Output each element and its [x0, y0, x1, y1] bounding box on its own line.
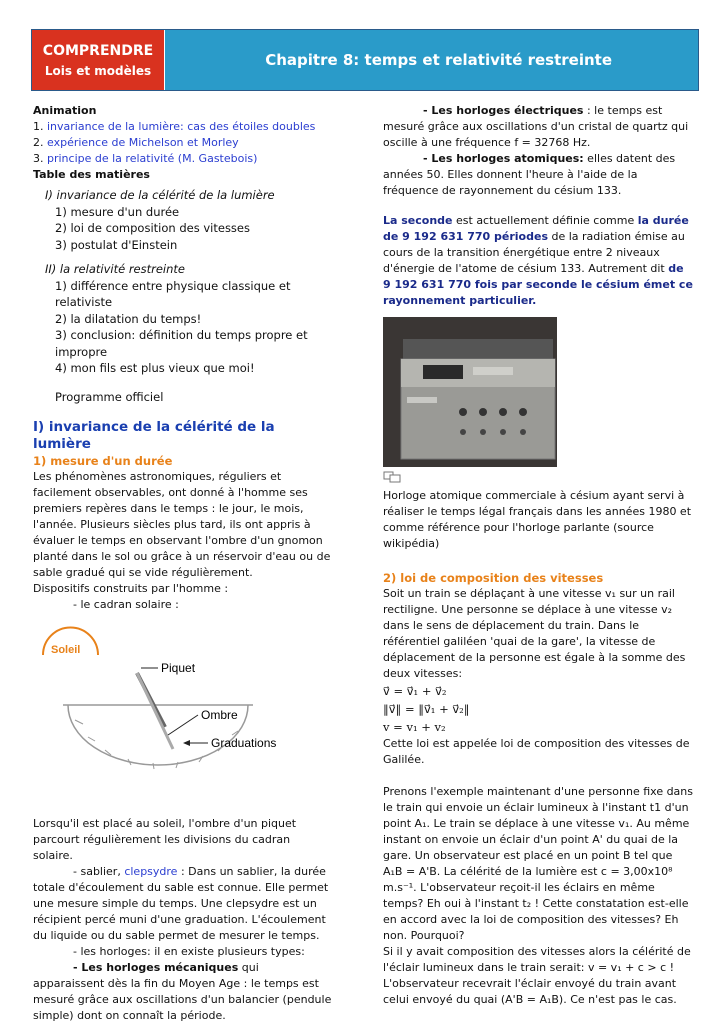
paragraph-electrique — [383, 103, 693, 151]
paragraph-eclair: Prenons l'exemple maintenant d'une personne fixe dans le train qui envoie un éclair lumineux à l'instant t1 d'un point A₁. Le train se déplace à une vitesse v₁. Au même instant on envoie un éclair d'un point A' du quai de la gare. Un observateur est placé en un point B tel que A₁B = A'B. La célérité de la lumière est c = 3,00x10⁸ m.s⁻¹. L'observateur reçoit-il les éclairs en même temps? Eh oui à l'instant t₂ ! Cette constatation est-elle en accord avec la loi de composition des vitesses? Eh non. Pourquoi? — [383, 785, 694, 942]
subsection1-title: 1) mesure d'un durée — [33, 454, 173, 468]
atomique-bold: - Les horloges atomiques: — [423, 152, 584, 165]
paragraph-galilee: Cette loi est appelée loi de composition des vitesses de Galilée. — [383, 737, 690, 766]
mecanique-bold: - Les horloges mécaniques — [73, 961, 239, 974]
mecanique-text: qui apparaissent dès la fin du Moyen Age : le temps est mesuré grâce aux oscillations d'un balancier (pendule simple) dont on connaît la période. — [33, 961, 332, 1022]
graduations-label: Graduations — [211, 736, 277, 750]
right-column — [383, 103, 693, 1008]
anim2-number: 2. — [33, 136, 47, 149]
sundial-diagram — [33, 625, 333, 810]
subsection2-title: 2) loi de composition des vitesses — [383, 571, 604, 585]
toc-item[interactable]: 1) différence entre physique classique et relativiste — [55, 278, 291, 309]
paragraph-composition: Si il y avait composition des vitesses alors la célérité de l'éclair lumineux dans le train serait: v = v₁ + c > c ! — [383, 945, 691, 974]
paragraph-cadran-1: Lorsqu'il est placé au soleil, l'ombre d'un piquet — [33, 817, 297, 830]
seconde-text-2: de la radiation émise au cours de la transition énergétique entre 2 niveaux d'énergie de l'atome de césium 133. Autrement dit — [383, 230, 685, 275]
paragraph-intro: Les phénomènes astronomiques, réguliers et facilement observables, ont donné à l'homme ses premiers repères dans le temps : le jour, le mois, l'année. Plusieurs siècles plus tard, ils ont appris à évaluer le temps en observant l'ombre d'un gnomon planté dans le sol ou grâce à un réservoir d'eau ou de sable gradué qui se vide régulièrement. — [33, 470, 331, 579]
section1-title: I) invariance de la célérité de la lumière — [33, 419, 275, 452]
formula-vector-sum: v⃗ = v⃗₁ + v⃗₂ — [383, 684, 447, 698]
toc-part2[interactable]: II) la relativité restreinte — [45, 262, 185, 276]
animation-label: Animation — [33, 104, 97, 117]
paragraph-seconde — [383, 213, 693, 309]
enlarge-icon-svg — [383, 471, 401, 483]
anim3-number: 3. — [33, 152, 47, 165]
left-column — [33, 103, 333, 1024]
toc-item[interactable]: 4) mon fils est plus vieux que moi! — [55, 361, 255, 375]
toc-label: Table des matières — [33, 168, 150, 181]
paragraph-train: Soit un train se déplaçant à une vitesse v₁ sur un rail rectiligne. Une personne se déplace à une vitesse v₂ dans le sens de déplacement du train. Dans le référentiel galiléen 'quai de la gare', la vitesse de déplacement de la personne est égale à la somme des deux vitesses: — [383, 587, 686, 680]
paragraph-mecanique — [33, 960, 333, 1024]
header-title-panel — [165, 30, 698, 90]
sablier-prefix: - sablier, — [73, 865, 125, 878]
cadran-label: - le cadran solaire : — [73, 598, 179, 611]
formula-norm: ‖v⃗‖ = ‖v⃗₁ + v⃗₂‖ — [383, 702, 470, 716]
electrique-text: : le temps est mesuré grâce aux oscillations d'un cristal de quartz qui oscille à une fréquence f = 32768 Hz. — [383, 104, 689, 149]
toc-item[interactable]: 1) mesure d'un durée — [55, 204, 180, 219]
chapter-title: Chapitre 8: temps et relativité restreinte — [265, 51, 612, 69]
electrique-bold: - Les horloges électriques — [423, 104, 584, 117]
soleil-label: Soleil — [51, 644, 81, 656]
paragraph-conclusion: L'observateur recevrait l'éclair envoyé du train avant celui envoyé du quai (A'B = A₁B). Ce n'est pas le cas. — [383, 977, 677, 1006]
paragraph-cadran-2: parcourt régulièrement les divisions du cadran solaire. — [33, 833, 291, 862]
seconde-bold-3: de 9 192 631 770 fois par seconde le césium émet ce rayonnement particulier. — [383, 262, 693, 307]
formula-scalar: v = v₁ + v₂ — [383, 720, 446, 734]
anim1-number: 1. — [33, 120, 47, 133]
ombre-shadow — [137, 673, 173, 749]
dispositifs-label: Dispositifs construits par l'homme : — [33, 582, 229, 595]
header-banner — [31, 29, 699, 91]
category-title: COMPRENDRE — [42, 43, 154, 59]
atomic-clock-illustration — [383, 317, 557, 467]
ombre-pointer — [168, 715, 198, 735]
category-subtitle: Lois et modèles — [44, 64, 152, 78]
toc-programme[interactable]: Programme officiel — [55, 389, 164, 404]
clepsydre-link[interactable]: clepsydre — [124, 865, 178, 878]
seconde-text-1: est actuellement définie comme — [452, 214, 638, 227]
graduations-arrowhead — [183, 740, 190, 746]
atomique-text: elles datent des années 50. Elles donnent l'heure à l'aide de la fréquence de rayonnement du césium 133. — [383, 152, 676, 197]
animation-link-2[interactable] — [33, 135, 333, 151]
seconde-bold-2: la durée de 9 192 631 770 périodes — [383, 214, 689, 243]
toc-item[interactable]: 2) la dilatation du temps! — [55, 311, 202, 326]
paragraph-atomique — [383, 151, 693, 199]
anim2-text[interactable]: expérience de Michelson et Morley — [47, 136, 239, 149]
ombre-label: Ombre — [201, 708, 238, 722]
toc-item[interactable]: 3) postulat d'Einstein — [55, 237, 178, 252]
header-category — [32, 30, 164, 90]
paragraph-sablier — [33, 864, 333, 944]
photo-caption: Horloge atomique commerciale à césium ayant servi à réaliser le temps légal français dans les années 1980 et comme référence pour l'horloge parlante (source wikipédia) — [383, 489, 692, 550]
enlarge-icon[interactable] — [383, 471, 693, 488]
animation-link-3[interactable] — [33, 151, 333, 167]
seconde-bold: La seconde — [383, 214, 453, 227]
sundial-svg — [33, 625, 333, 810]
toc-item[interactable]: 3) conclusion: définition du temps propre et impropre — [55, 328, 308, 359]
piquet-label: Piquet — [161, 661, 196, 675]
horloges-label: - les horloges: il en existe plusieurs types: — [73, 945, 305, 958]
toc-part1[interactable]: I) invariance de la célérité de la lumière — [45, 188, 275, 202]
atomic-clock-photo — [383, 317, 557, 467]
table-of-contents — [33, 187, 333, 405]
sablier-text: : Dans un sablier, la durée totale d'écoulement du sable est connue. Elle permet une mesure simple du temps. Une clepsydre est un récipient percé muni d'une graduation. L'écoulement du liquide ou du sable permet de mesurer le temps. — [33, 865, 329, 942]
anim1-text[interactable]: invariance de la lumière: cas des étoiles doubles — [47, 120, 316, 133]
toc-item[interactable]: 2) loi de composition des vitesses — [55, 221, 250, 235]
animation-link-1[interactable] — [33, 119, 333, 135]
anim3-text[interactable]: principe de la relativité (M. Gastebois) — [47, 152, 258, 165]
